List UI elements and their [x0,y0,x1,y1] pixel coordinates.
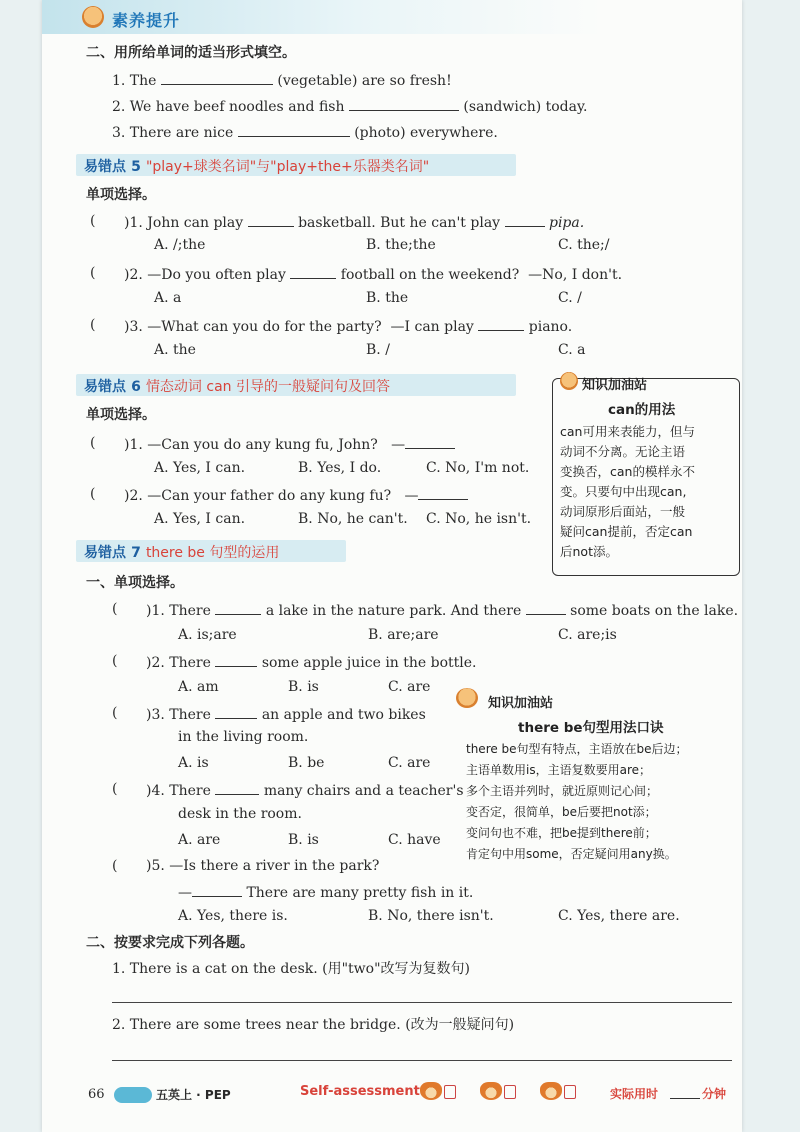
question-number: )2. [124,267,143,283]
time-blank[interactable] [670,1086,700,1099]
tip-box-label: 知识加油站 [488,696,554,711]
question-6-1 [124,434,455,454]
option-a[interactable]: A. is [178,755,209,771]
tip-line: 动词不分离。无论主语 [560,444,686,459]
option-c[interactable]: C. the;/ [558,237,610,253]
answer-paren[interactable]: ( [112,705,118,721]
option-a[interactable]: A. the [154,342,196,358]
error-point-label: 易错点 [84,379,126,395]
error-point-title: there be 句型的运用 [145,545,280,561]
question-text: — [404,488,419,504]
question-text: an apple and two bikes [261,707,426,723]
answer-blank[interactable] [215,652,257,667]
question-text: There [169,655,211,671]
question-text: —Can you do any kung fu, John? [147,437,378,453]
tip-line: 多个主语并列时，就近原则记心间； [466,784,659,798]
tip-line: 主语单数用is，主语复数要用are； [466,763,651,777]
option-c[interactable]: C. are [388,755,431,771]
question-number: )3. [146,707,165,723]
rating-checkbox[interactable] [444,1085,456,1099]
time-label: 实际用时 [610,1087,659,1101]
question-text: —What can you do for the party? [147,319,382,335]
option-b[interactable]: B. No, he can't. [298,511,408,527]
question-text: —Do you often play [147,267,286,283]
workbook-page [42,0,742,1132]
fill-q1-text-b: (vegetable) are so fresh! [277,73,452,89]
answer-blank[interactable] [505,212,545,227]
question-text: John can play [147,215,244,231]
error-point-title: 情态动词 can 引导的一般疑问句及回答 [145,379,390,395]
question-text: a lake in the nature park. And there [265,603,522,619]
answer-blank[interactable] [418,485,468,500]
question-text: piano. [528,319,573,335]
monkey-icon [456,688,478,708]
book-label: 五英上 · PEP [156,1088,231,1102]
option-a[interactable]: A. Yes, I can. [154,460,246,476]
answer-paren[interactable]: ( [90,435,96,451]
answer-blank[interactable] [238,122,350,137]
option-c[interactable]: C. / [558,290,582,306]
fox-icon [540,1082,562,1100]
option-a[interactable]: A. am [178,679,219,695]
tip-line: 变。只要句中出现can, [560,484,687,499]
series-logo [114,1087,152,1103]
tip-line: 疑问can提前，否定can [560,524,693,539]
option-b[interactable]: B. Yes, I do. [298,460,382,476]
error-point-label: 易错点 [84,159,126,175]
answer-blank[interactable] [248,212,294,227]
question-text: —Can your father do any kung fu? [147,488,392,504]
tip-box-label: 知识加油站 [582,378,648,393]
question-text: There [169,707,211,723]
question-number: )1. [124,215,143,231]
question-text: many chairs and a teacher's [263,783,464,799]
question-5-3 [124,316,572,336]
question-7-2 [146,652,477,672]
question-7-5 [146,857,379,875]
option-b[interactable]: B. is [288,679,319,695]
question-text: There [169,783,211,799]
question-text: some boats on the lake. [570,603,739,619]
answer-blank[interactable] [215,704,257,719]
question-text: — [178,885,192,901]
option-b[interactable]: B. / [366,342,390,358]
option-c[interactable]: C. No, he isn't. [426,511,532,527]
option-a[interactable]: A. are [178,832,221,848]
answer-blank[interactable] [215,780,259,795]
question-number: )1. [124,437,143,453]
tip-line: 变问句也不难，把be提到there前； [466,826,657,840]
fill-q2 [112,96,588,116]
question-text: —No, I don't. [528,267,623,283]
section-title-fill: 二、用所给单词的适当形式填空。 [86,45,296,61]
option-a[interactable]: A. /;the [154,237,206,253]
tip-line: can可用来表能力，但与 [560,424,695,439]
option-c[interactable]: C. a [558,342,586,358]
tip-line: 后not添。 [560,544,618,559]
subsection-title: 一、单项选择。 [86,575,184,591]
option-c[interactable]: C. No, I'm not. [426,460,530,476]
question-text: basketball. But he can't play [298,215,501,231]
fill-q3 [112,122,498,142]
fill-q1 [112,70,452,90]
answer-paren[interactable]: ( [90,265,96,281]
question-text: There are many pretty fish in it. [246,885,474,901]
error-point-number: 7 [131,545,141,561]
option-b[interactable]: B. the;the [366,237,436,253]
tip-line: 变否定，很简单，be后要把not添； [466,805,657,819]
error-point-7-heading [84,542,279,562]
fill-q1-text-a: 1. The [112,73,157,89]
option-c[interactable]: C. are;is [558,627,617,643]
fill-q2-text-a: 2. We have beef noodles and fish [112,99,345,115]
fill-q3-text-a: 3. There are nice [112,125,234,141]
question-7-3 [146,704,426,724]
tip-box-subtitle: there be句型用法口诀 [518,720,664,736]
error-point-5-heading [84,156,429,176]
monkey-icon [560,372,578,390]
rating-checkbox[interactable] [564,1085,576,1099]
answer-paren[interactable]: ( [90,317,96,333]
answer-paren[interactable]: ( [112,653,118,669]
option-b[interactable]: B. the [366,290,409,306]
option-b[interactable]: B. is [288,832,319,848]
question-7-4 [146,780,464,800]
answer-blank[interactable] [192,882,242,897]
tip-line: 肯定句中用some，否定疑问用any换。 [466,847,677,861]
question-7-5-answer [178,882,473,902]
question-text: pipa. [548,215,585,231]
instruction: 单项选择。 [86,407,156,423]
subsection-title: 二、按要求完成下列各题。 [86,935,254,951]
answer-paren[interactable]: ( [112,781,118,797]
mascot-icon [82,6,104,28]
answer-paren[interactable]: ( [90,213,96,229]
answer-line[interactable] [112,1060,732,1061]
option-c[interactable]: C. are [388,679,431,695]
error-point-label: 易错点 [84,545,126,561]
answer-paren[interactable]: ( [90,486,96,502]
fill-q3-text-b: (photo) everywhere. [354,125,498,141]
tip-line: there be句型有特点，主语放在be后边； [466,742,688,756]
fill-q2-text-b: (sandwich) today. [463,99,588,115]
error-point-6-heading [84,376,390,396]
question-text: some apple juice in the bottle. [261,655,477,671]
answer-blank[interactable] [526,600,566,615]
question-number: )2. [124,488,143,504]
rating-checkbox[interactable] [504,1085,516,1099]
tip-line: 动词原形后面站，一般 [560,504,686,519]
question-6-2 [124,485,468,505]
question-text: desk in the room. [178,806,302,822]
question-7-1 [146,600,738,620]
question-text: football on the weekend? [340,267,520,283]
task-1: 1. There is a cat on the desk. (用"two"改写为复数句) [112,961,470,977]
tip-box-subtitle: can的用法 [608,402,676,418]
error-point-number: 5 [131,159,141,175]
question-5-1 [124,212,584,232]
option-c[interactable]: C. have [388,832,441,848]
option-a[interactable]: A. is;are [178,627,237,643]
self-assessment-label: Self-assessment [300,1084,420,1099]
question-number: )1. [146,603,165,619]
option-b[interactable]: B. be [288,755,325,771]
time-unit: 分钟 [702,1087,727,1101]
answer-blank[interactable] [290,264,336,279]
option-a[interactable]: A. Yes, I can. [154,511,246,527]
page-number: 66 [88,1087,105,1102]
question-text: —I can play [390,319,474,335]
question-5-2 [124,264,622,284]
task-2: 2. There are some trees near the bridge. (改为一般疑问句) [112,1017,515,1033]
answer-blank[interactable] [161,70,273,85]
question-number: )5. [146,858,165,874]
question-text: in the living room. [178,729,309,745]
question-number: )3. [124,319,143,335]
option-b[interactable]: B. No, there isn't. [368,908,494,924]
fox-icon [480,1082,502,1100]
instruction: 单项选择。 [86,187,156,203]
answer-line[interactable] [112,1002,732,1003]
question-number: )2. [146,655,165,671]
answer-blank[interactable] [349,96,459,111]
answer-paren[interactable]: ( [112,858,118,874]
option-a[interactable]: A. a [154,290,182,306]
question-text: —Is there a river in the park? [169,858,380,874]
question-number: )4. [146,783,165,799]
answer-blank[interactable] [478,316,524,331]
header-title: 素养提升 [112,11,181,30]
fox-icon [420,1082,442,1100]
tip-line: 变换否，can的模样永不 [560,464,695,479]
question-text: There [169,603,211,619]
option-a[interactable]: A. Yes, there is. [178,908,288,924]
answer-blank[interactable] [405,434,455,449]
option-b[interactable]: B. are;are [368,627,439,643]
answer-paren[interactable]: ( [112,601,118,617]
answer-blank[interactable] [215,600,261,615]
option-c[interactable]: C. Yes, there are. [558,908,680,924]
error-point-title: "play+球类名词"与"play+the+乐器类名词" [145,159,430,175]
question-text: — [391,437,406,453]
error-point-number: 6 [131,379,141,395]
